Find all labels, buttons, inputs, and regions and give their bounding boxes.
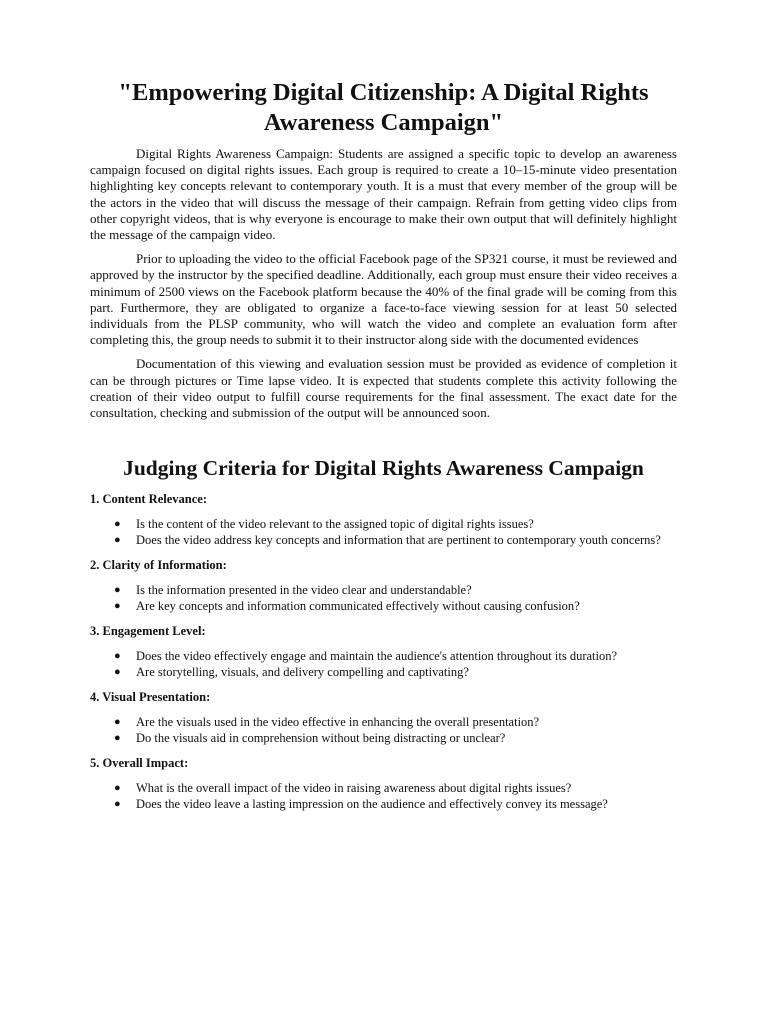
list-item	[90, 715, 677, 731]
criterion-engagement-level	[90, 623, 677, 680]
document-title: "Empowering Digital Citizenship: A Digital Rights Awareness Campaign"	[118, 79, 649, 136]
criterion-list	[90, 781, 677, 812]
bullet-icon: ●	[114, 650, 121, 663]
list-item	[90, 649, 677, 665]
bullet-icon: ●	[114, 716, 121, 729]
list-item-text: Are storytelling, visuals, and delivery compelling and captivating?	[136, 664, 469, 679]
criterion-heading: 4. Visual Presentation:	[90, 690, 211, 705]
criterion-heading: 2. Clarity of Information:	[90, 558, 227, 573]
criterion-heading: 3. Engagement Level:	[90, 624, 206, 639]
criteria-heading: Judging Criteria for Digital Rights Awareness Campaign	[123, 456, 644, 481]
bullet-icon: ●	[114, 665, 121, 678]
list-item-text: Are the visuals used in the video effective in enhancing the overall presentation?	[136, 715, 540, 730]
list-item	[90, 517, 677, 533]
list-item	[90, 599, 677, 615]
criterion-heading: 1. Content Relevance:	[90, 492, 207, 507]
list-item-text: Is the information presented in the video clear and understandable?	[136, 583, 472, 598]
criterion-overall-impact	[90, 755, 677, 812]
list-item	[90, 781, 677, 797]
list-item-text: Does the video address key concepts and information that are pertinent to contemporary youth concerns?	[136, 532, 661, 547]
list-item	[90, 797, 677, 813]
criterion-list	[90, 715, 677, 746]
list-item-text: Does the video effectively engage and maintain the audience's attention throughout its duration?	[136, 649, 618, 664]
criterion-visual-presentation	[90, 689, 677, 746]
list-item-text: Is the content of the video relevant to the assigned topic of digital rights issues?	[136, 517, 534, 532]
criterion-list	[90, 517, 677, 548]
bullet-icon: ●	[114, 782, 121, 795]
list-item	[90, 731, 677, 747]
criterion-heading: 5. Overall Impact:	[90, 756, 189, 771]
list-item-text: What is the overall impact of the video in raising awareness about digital rights issues?	[136, 781, 572, 796]
bullet-icon: ●	[114, 533, 121, 546]
bullet-icon: ●	[114, 518, 121, 531]
bullet-icon: ●	[114, 731, 121, 744]
list-item-text: Does the video leave a lasting impression on the audience and effectively convey its message?	[136, 796, 608, 811]
document-page	[90, 78, 677, 821]
bullet-icon: ●	[114, 599, 121, 612]
body-paragraph: Prior to uploading the video to the official Facebook page of the SP321 course, it must be reviewed and approved by the instructor by the specified deadline. Additionally, each group must ensure their video receives a minimum of 2500 views on the Facebook platform because the 40% of the final grade will be coming from this part. Furthermore, they are obligated to organize a face-to-face viewing session for at least 50 selected individuals from the PLSP community, who will watch the video and complete an evaluation form after completing this, the group needs to submit it to their instructor along side with the documented evidences	[90, 251, 677, 348]
criterion-content-relevance	[90, 491, 677, 548]
list-item	[90, 533, 677, 549]
bullet-icon: ●	[114, 797, 121, 810]
list-item	[90, 665, 677, 681]
criterion-clarity-of-information	[90, 557, 677, 614]
list-item-text: Are key concepts and information communicated effectively without causing confusion?	[136, 598, 580, 613]
body-paragraph: Digital Rights Awareness Campaign: Students are assigned a specific topic to develop an awareness campaign focused on digital rights issues. Each group is required to create a 10–15-minute video presentation highlighting key concepts relevant to contemporary youth. It is a must that every member of the group will be the actors in the video that will discuss the message of their campaign. Refrain from getting video clips from other copyright videos, that is why everyone is encourage to make their own output that will definitely highlight the message of the campaign video.	[90, 146, 677, 243]
criterion-list	[90, 649, 677, 680]
list-item	[90, 583, 677, 599]
list-item-text: Do the visuals aid in comprehension without being distracting or unclear?	[136, 730, 506, 745]
bullet-icon: ●	[114, 584, 121, 597]
criterion-list	[90, 583, 677, 614]
body-paragraph: Documentation of this viewing and evaluation session must be provided as evidence of completion it can be through pictures or Time lapse video. It is expected that students complete this activity following the creation of their video output to fulfill course requirements for the final assessment. The exact date for the consultation, checking and submission of the output will be announced soon.	[90, 356, 677, 421]
